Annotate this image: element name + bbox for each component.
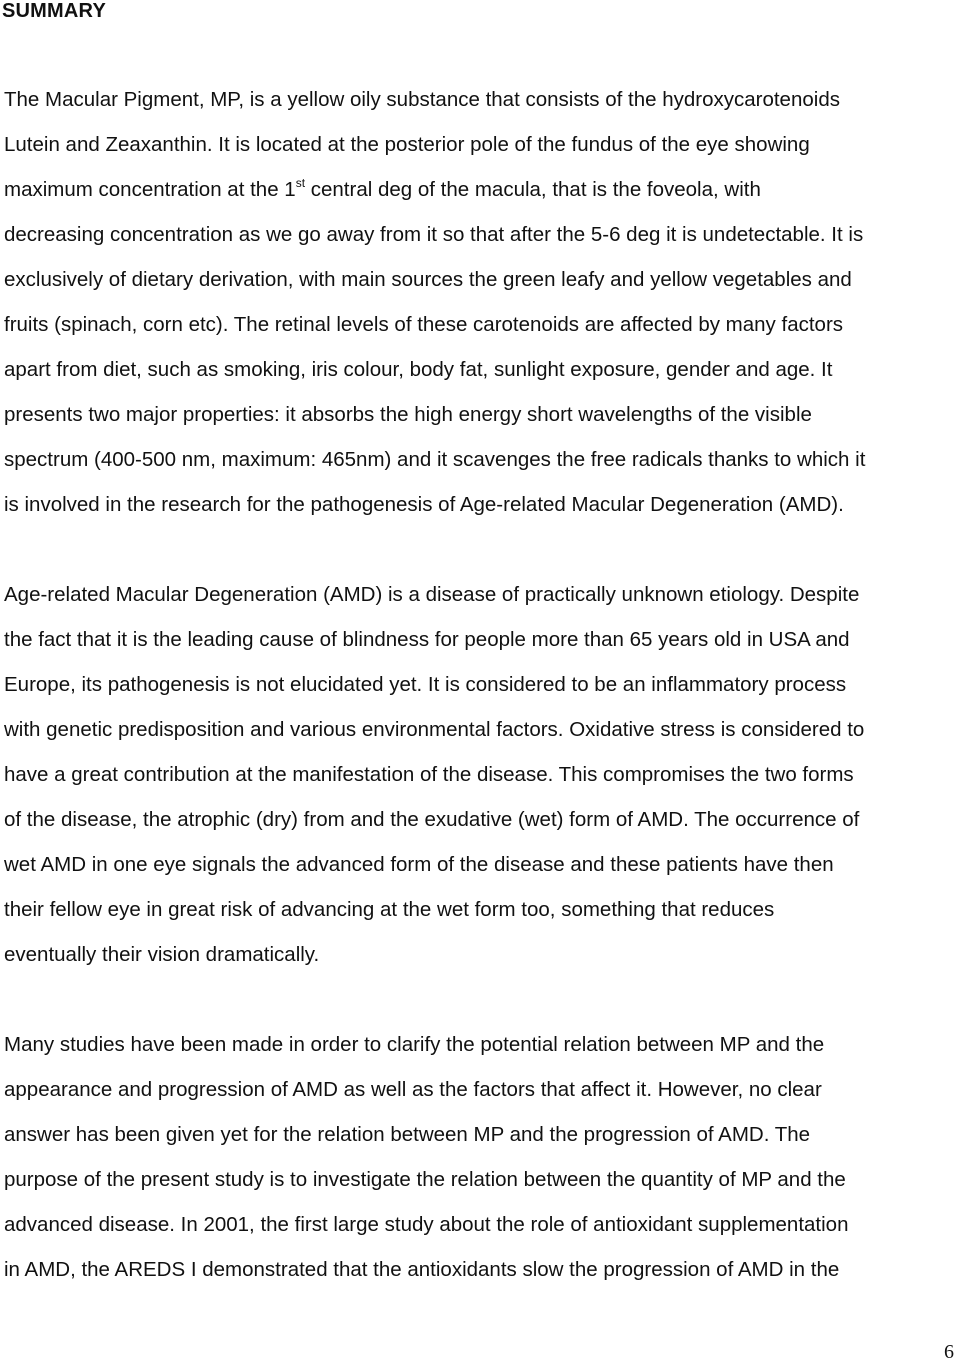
text-line: answer has been given yet for the relation between MP and the progression of AMD. The <box>4 1123 811 1146</box>
text-line: purpose of the present study is to investigate the relation between the quantity of MP and the <box>4 1168 846 1191</box>
summary-paragraph-3 <box>4 1022 956 1292</box>
text-line: appearance and progression of AMD as well as the factors that affect it. However, no clear <box>4 1078 822 1101</box>
text-line: in AMD, the AREDS I demonstrated that the antioxidants slow the progression of AMD in the <box>4 1258 840 1281</box>
summary-paragraph-2 <box>4 572 956 977</box>
text-run: central deg of the macula, that is the foveola, with <box>305 178 761 201</box>
text-line: advanced disease. In 2001, the first large study about the role of antioxidant supplementation <box>4 1213 849 1236</box>
section-heading: SUMMARY <box>2 0 106 22</box>
text-line: exclusively of dietary derivation, with main sources the green leafy and yellow vegetables and <box>4 268 852 291</box>
text-line: eventually their vision dramatically. <box>4 943 320 966</box>
text-line: Age-related Macular Degeneration (AMD) is a disease of practically unknown etiology. Despite <box>4 583 860 606</box>
text-line: The Macular Pigment, MP, is a yellow oily substance that consists of the hydroxycarotenoids <box>4 88 840 111</box>
text-line: apart from diet, such as smoking, iris colour, body fat, sunlight exposure, gender and age. It <box>4 358 833 381</box>
text-line: have a great contribution at the manifestation of the disease. This compromises the two forms <box>4 763 854 786</box>
text-line: fruits (spinach, corn etc). The retinal levels of these carotenoids are affected by many factors <box>4 313 844 336</box>
text-line: Lutein and Zeaxanthin. It is located at the posterior pole of the fundus of the eye showing <box>4 133 810 156</box>
text-line: their fellow eye in great risk of advancing at the wet form too, something that reduces <box>4 898 775 921</box>
text-line: wet AMD in one eye signals the advanced form of the disease and these patients have then <box>4 853 834 876</box>
text-run: maximum concentration at the 1 <box>4 178 296 201</box>
text-line-with-superscript <box>4 167 956 212</box>
ordinal-superscript: st <box>295 176 306 190</box>
text-line: Europe, its pathogenesis is not elucidated yet. It is considered to be an inflammatory process <box>4 673 847 696</box>
text-line: with genetic predisposition and various environmental factors. Oxidative stress is considered to <box>4 718 865 741</box>
text-line: presents two major properties: it absorbs the high energy short wavelengths of the visible <box>4 403 812 426</box>
text-line: is involved in the research for the pathogenesis of Age-related Macular Degeneration (AMD). <box>4 493 844 516</box>
text-line: the fact that it is the leading cause of blindness for people more than 65 years old in USA and <box>4 628 850 651</box>
text-line: spectrum (400-500 nm, maximum: 465nm) and it scavenges the free radicals thanks to which it <box>4 448 866 471</box>
page-number: 6 <box>944 1341 954 1363</box>
text-line: of the disease, the atrophic (dry) from and the exudative (wet) form of AMD. The occurrence of <box>4 808 860 831</box>
text-line: Many studies have been made in order to clarify the potential relation between MP and the <box>4 1033 825 1056</box>
summary-paragraph-1 <box>4 77 956 527</box>
text-line: decreasing concentration as we go away from it so that after the 5-6 deg it is undetectable. It is <box>4 223 864 246</box>
